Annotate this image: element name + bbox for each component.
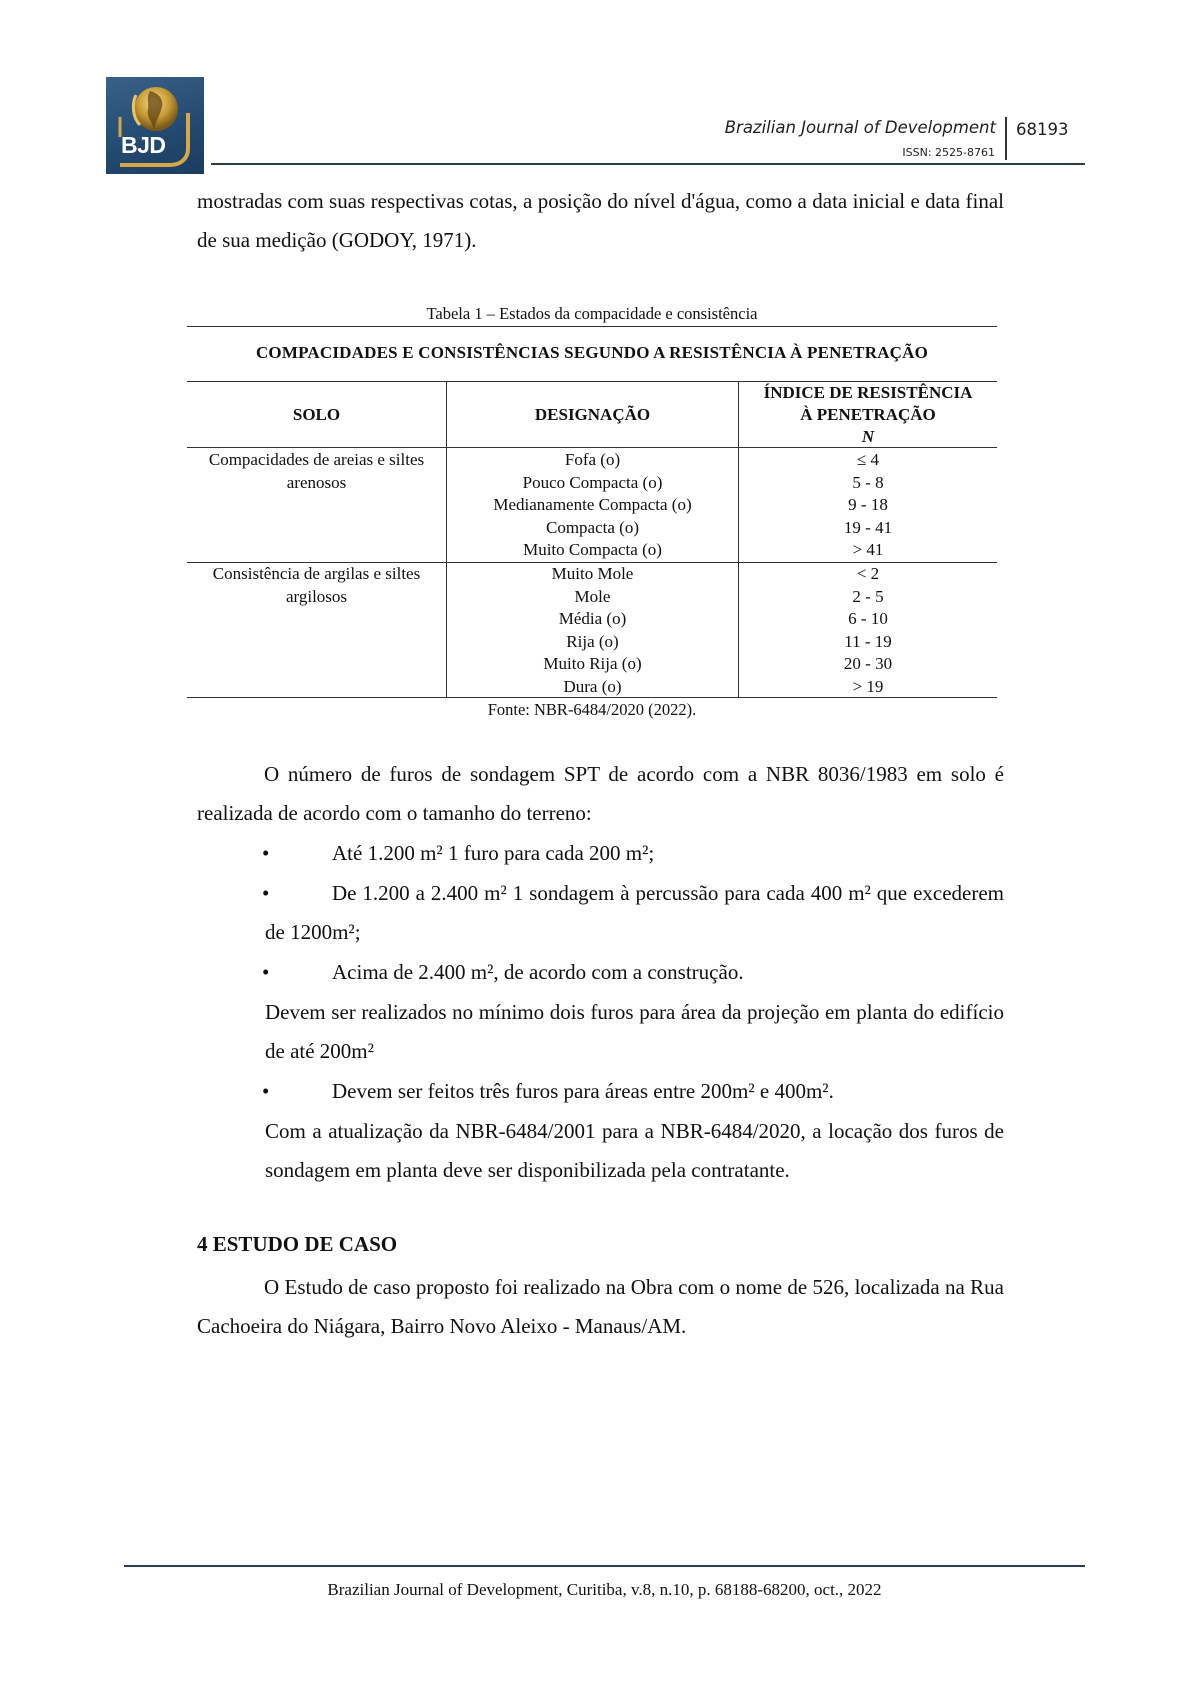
paragraph-spt: O número de furos de sondagem SPT de acordo com a NBR 8036/1983 em solo é realizada de acordo com o tamanho do terreno: bbox=[197, 762, 1004, 825]
column-header-designacao: DESIGNAÇÃO bbox=[534, 405, 651, 424]
table-cell-indice: 11 - 19 bbox=[844, 631, 892, 651]
globe-icon bbox=[106, 77, 204, 174]
table-cell-designacao: Média (o) bbox=[558, 609, 627, 629]
column-header-indice-line1: ÍNDICE DE RESISTÊNCIA bbox=[763, 383, 973, 402]
bullet-dot: • bbox=[262, 841, 270, 865]
table-cell-solo: Consistência de argilas e siltes argilosos bbox=[212, 564, 421, 606]
bullet-dot: • bbox=[262, 1079, 270, 1103]
logo-text: BJD bbox=[121, 132, 166, 158]
table-cell-designacao: Fofa (o) bbox=[564, 450, 621, 469]
table-cell-indice: 20 - 30 bbox=[843, 654, 893, 674]
table-cell-indice: 6 - 10 bbox=[848, 609, 888, 629]
table-cell-designacao: Compacta (o) bbox=[546, 517, 639, 537]
table-cell-designacao: Muito Mole bbox=[551, 564, 634, 583]
table-cell-indice: ≤ 4 bbox=[856, 450, 880, 469]
table-cell-indice: 19 - 41 bbox=[843, 517, 893, 537]
table-caption: Tabela 1 – Estados da compacidade e consistência bbox=[426, 304, 758, 323]
bullet-item: Acima de 2.400 m², de acordo com a construção. bbox=[332, 960, 744, 984]
table-group-designacao bbox=[447, 449, 738, 562]
table-cell-indice: > 19 bbox=[852, 676, 884, 696]
table-cell-solo: Compacidades de areias e siltes arenosos bbox=[208, 450, 425, 492]
bullet-item: De 1.200 a 2.400 m² 1 sondagem à percussão para cada 400 m² que excederem de 1200m²; bbox=[265, 881, 1004, 944]
table-cell-designacao: Muito Compacta (o) bbox=[523, 540, 662, 560]
table-cell-designacao: Mole bbox=[574, 586, 611, 606]
column-header-indice-line2: À PENETRAÇÃO bbox=[800, 405, 936, 424]
table-cell-designacao: Muito Rija (o) bbox=[543, 654, 642, 674]
table-bottom-rule bbox=[187, 697, 997, 698]
table-cell-indice: 2 - 5 bbox=[852, 586, 884, 606]
column-header-indice-line3: N bbox=[861, 427, 875, 446]
footer-rule bbox=[124, 1565, 1085, 1567]
section-paragraph: O Estudo de caso proposto foi realizado na Obra com o nome de 526, localizada na Rua Cachoeira do Niágara, Bairro Novo Aleixo - Manaus/AM. bbox=[197, 1275, 1004, 1338]
column-header-indice bbox=[739, 382, 997, 448]
bullet-item: Até 1.200 m² 1 furo para cada 200 m²; bbox=[332, 841, 655, 865]
journal-logo bbox=[106, 77, 204, 174]
column-header-solo: SOLO bbox=[292, 405, 341, 424]
table-title: COMPACIDADES E CONSISTÊNCIAS SEGUNDO A RESISTÊNCIA À PENETRAÇÃO bbox=[255, 343, 929, 362]
table-cell-indice: 9 - 18 bbox=[848, 495, 888, 515]
bullet-item: Devem ser feitos três furos para áreas entre 200m² e 400m². bbox=[332, 1079, 834, 1103]
bullet-dot: • bbox=[262, 881, 270, 905]
table-group-designacao bbox=[447, 563, 738, 699]
section-heading: 4 ESTUDO DE CASO bbox=[197, 1232, 398, 1256]
journal-name: Brazilian Journal of Development bbox=[724, 118, 996, 137]
footer-citation: Brazilian Journal of Development, Curitiba, v.8, n.10, p. 68188-68200, oct., 2022 bbox=[327, 1580, 882, 1599]
table-cell-indice: < 2 bbox=[856, 564, 880, 583]
table-cell-designacao: Medianamente Compacta (o) bbox=[493, 495, 692, 515]
table-cell-indice: 5 - 8 bbox=[852, 472, 884, 492]
paragraph-minimo: Devem ser realizados no mínimo dois furos para área da projeção em planta do edifício de até 200m² bbox=[265, 1000, 1004, 1063]
table-cell-designacao: Pouco Compacta (o) bbox=[522, 472, 663, 492]
intro-paragraph: mostradas com suas respectivas cotas, a posição do nível d'água, como a data inicial e data final de sua medição (GODOY, 1971). bbox=[197, 189, 1004, 252]
table-cell-designacao: Dura (o) bbox=[563, 676, 622, 696]
header-divider bbox=[1005, 117, 1007, 160]
table-group-indice bbox=[739, 563, 997, 699]
table-cell-designacao: Rija (o) bbox=[566, 631, 619, 651]
page-number: 68193 bbox=[1016, 120, 1069, 139]
table-cell-indice: > 41 bbox=[852, 540, 884, 560]
issn: ISSN: 2525-8761 bbox=[902, 146, 995, 159]
bullet-dot: • bbox=[262, 960, 270, 984]
table-top-rule bbox=[187, 326, 997, 327]
table-source: Fonte: NBR-6484/2020 (2022). bbox=[487, 700, 697, 719]
table-group-indice bbox=[739, 449, 997, 562]
header-rule bbox=[211, 163, 1085, 165]
paragraph-atualizacao: Com a atualização da NBR-6484/2001 para a NBR-6484/2020, a locação dos furos de sondagem em planta deve ser disponibilizada pela contratante. bbox=[265, 1119, 1004, 1182]
